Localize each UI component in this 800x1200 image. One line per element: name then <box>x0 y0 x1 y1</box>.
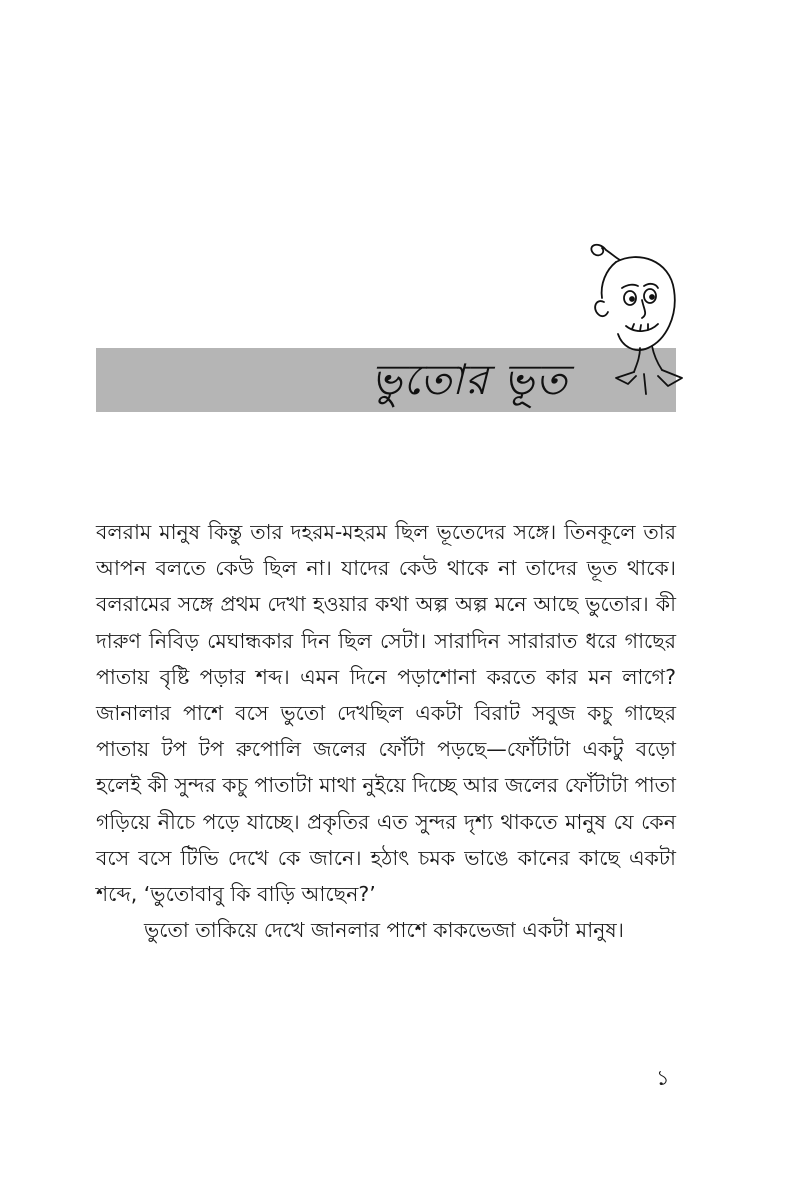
chapter-title: ভুতোর ভূত <box>370 355 568 404</box>
paragraph: ভুতো তাকিয়ে দেখে জানলার পাশে কাকভেজা একটা মানুষ। <box>144 918 625 943</box>
page-number: ১ <box>656 1066 670 1090</box>
story-text <box>96 514 676 948</box>
paragraph: বলরাম মানুষ কিন্তু তার দহরম-মহরম ছিল ভূতেদের সঙ্গে। তিনকূলে তার আপন বলতে কেউ ছিল না। যাদের কেউ থাকে না তাদের ভূত থাকে। বলরামের সঙ্গে প্রথম দেখা হওয়ার কথা অল্প অল্প মনে আছে ভুতোর। কী দারুণ নিবিড় মেঘান্ধকার দিন ছিল সেটা। সারাদিন সারারাত ধরে গাছের পাতায় বৃষ্টি পড়ার শব্দ। এমন দিনে পড়াশোনা করতে কার মন লাগে? জানালার পাশে বসে ভুতো দেখছিল একটা বিরাট সবুজ কচু গাছের পাতায় টপ টপ রুপোলি জলের ফোঁটা পড়ছে—ফোঁটাটা একটু বড়ো হলেই কী সুন্দর কচু পাতাটা মাথা নুইয়ে দিচ্ছে আর জলের ফোঁটাটা পাতা গড়িয়ে নীচে পড়ে যাচ্ছে। প্রকৃতির এত সুন্দর দৃশ্য থাকতে মানুষ যে কেন বসে বসে টিভি দেখে কে জানে। হঠাৎ চমক ভাঙে কানের কাছে একটা শব্দে, ‘ভুতোবাবু কি বাড়ি আছেন?’ <box>96 520 676 907</box>
ghost-character-illustration <box>578 236 688 396</box>
